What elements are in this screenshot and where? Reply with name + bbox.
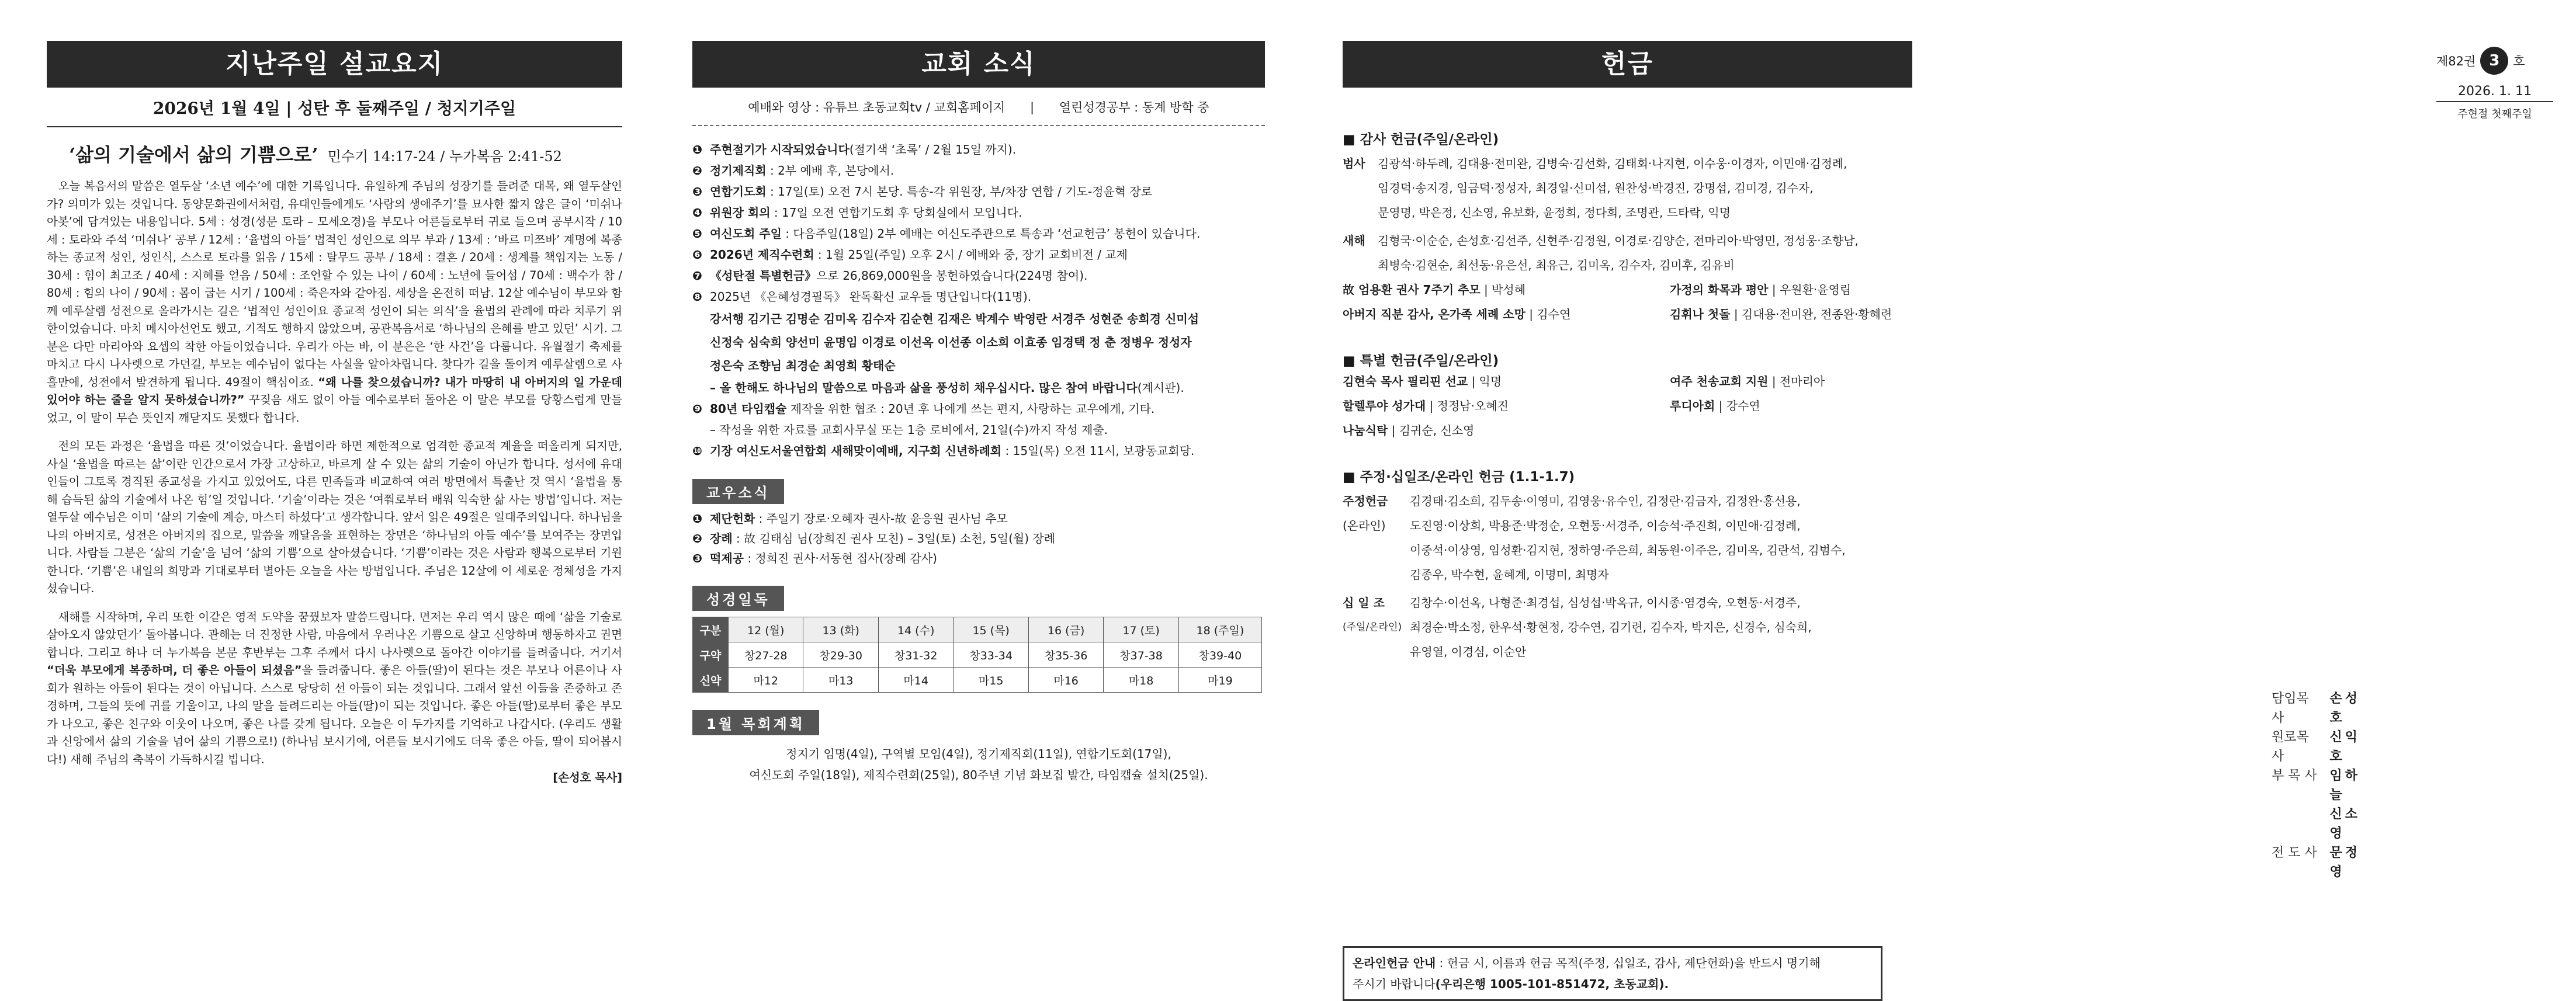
offering-entry [1343, 394, 1670, 418]
entry-purpose: 김휘나 첫돌 [1670, 307, 1731, 321]
sermon-column [47, 41, 622, 785]
staff-role: 담임목사 [2272, 691, 2309, 725]
item-text: 제작을 위한 협조 : 20년 후 나에게 쓰는 편지, 사랑하는 교우에게, 기타. [786, 402, 1155, 416]
entry-purpose: 할렐루야 성가대 [1343, 399, 1426, 413]
table-cell: 창29-30 [803, 642, 878, 668]
news-continuation [710, 377, 1265, 398]
row-names [1410, 489, 1846, 587]
monthly-plan [692, 743, 1265, 785]
special-offering-heading: ■ 특별 헌금(주일/온라인) [1343, 353, 1499, 369]
offering-pair [1343, 369, 2219, 394]
item-number: ❺ [692, 227, 702, 241]
volume-label: 제82권 [2436, 54, 2476, 68]
bible-reading-title: 성경일독 [692, 586, 784, 611]
item-number: ❸ [692, 185, 702, 199]
list-item [692, 398, 1265, 419]
table-cell: 창33-34 [954, 642, 1028, 668]
offering-entry [1343, 302, 1670, 326]
issue-date: 2026. 1. 11 [2436, 79, 2553, 102]
list-item [692, 529, 1265, 548]
table-header-row [693, 617, 1262, 642]
entry-names: | 정정남·오혜진 [1426, 399, 1509, 413]
table-cell: 창27-28 [729, 642, 803, 668]
item-number: ❿ [692, 444, 702, 458]
entry-names: | 우원환·윤영림 [1768, 283, 1852, 297]
issue-suffix: 호 [2513, 54, 2525, 68]
names-line: 최병숙·김현순, 최선동·유은선, 최유근, 김미옥, 김수자, 김미후, 김유비 [1378, 258, 1735, 272]
list-item [692, 548, 1265, 568]
item-text: : 故 김태심 님(장희진 권사 모친) – 3일(토) 소천, 5일(월) 장례 [732, 531, 1056, 545]
item-body [710, 509, 1008, 529]
sermon-paragraph-1 [47, 178, 622, 427]
entry-purpose: 나눔식탁 [1343, 423, 1388, 437]
sermon-quote: “왜 나를 찾으셨습니까? 내가 마땅히 내 아버지의 일 가운데 있어야 하는 줄을 알지 못하셨습니까?” [47, 375, 622, 406]
names-line: 임경덕·송지경, 임금덕·정성자, 최경일·신미섭, 원찬성·박경진, 강명섭, 김미경, 김수자, [1378, 181, 1814, 195]
offering-entry [1670, 277, 1997, 302]
entry-purpose: 가정의 화목과 평안 [1670, 283, 1769, 297]
item-number: ❷ [692, 164, 702, 178]
scripture-reference: 민수기 14:17-24 / 누가복음 2:41-52 [327, 148, 562, 165]
offering-row-newyear [1343, 228, 2219, 277]
item-heading: 위원장 회의 [710, 206, 771, 220]
item-heading: 정기제직회 [710, 164, 767, 178]
item-body [710, 244, 1128, 265]
names-line: 유영열, 이경심, 이순안 [1410, 645, 1527, 659]
staff-role: 전 도 사 [2272, 846, 2317, 860]
row-label: 범사 [1343, 157, 1365, 171]
item-text: (절기색 ‘초록’ / 2월 15일 까지). [849, 142, 1017, 157]
row-names [1378, 151, 1847, 225]
list-item [692, 202, 1265, 223]
monthly-plan-title: 1월 목회계획 [692, 710, 819, 735]
table-cell: 마16 [1028, 668, 1103, 693]
staff-role: 부 목 사 [2272, 769, 2317, 783]
staff-role [2272, 805, 2318, 843]
table-cell: 마14 [878, 668, 953, 693]
online-offering-notice [1343, 946, 1882, 1001]
names-line: 도진영·이상희, 박용준·박정순, 오현동·서경주, 이승석·주진희, 이민애·김정례, [1410, 519, 1801, 533]
item-heading: 《성탄절 특별헌금》 [710, 269, 817, 283]
item-heading: 주현절기가 시작되었습니다 [710, 142, 850, 157]
item-number: ❸ [692, 551, 702, 565]
table-header-cell: 16 (금) [1028, 617, 1103, 642]
list-item [692, 244, 1265, 265]
row-label-block [1343, 590, 1410, 664]
item-number: ❼ [692, 269, 702, 283]
item-body [710, 398, 1154, 419]
sermon-paragraph-3 [47, 609, 622, 769]
table-header-cell: 15 (목) [954, 617, 1028, 642]
table-header-cell: 18 (주일) [1178, 617, 1261, 642]
item-heading: 2026년 제직수련회 [710, 248, 814, 262]
staff-row [2272, 728, 2363, 766]
offering-entry [1670, 302, 1997, 326]
sermon-date-line: 2026년 1월 4일 | 성탄 후 둘째주일 / 청지기주일 [47, 88, 622, 127]
list-item [692, 139, 1265, 160]
news-list [692, 139, 1265, 461]
worship-info-line [692, 88, 1265, 126]
item-text: : 2부 예배 후, 본당에서. [766, 164, 895, 178]
continuation-text: – 올 한해도 하나님의 말씀으로 마음과 삶을 풍성히 채우십시다. 많은 참여 바랍니다 [710, 381, 1138, 395]
staff-name: 신소영 [2329, 807, 2360, 841]
item-heading: 여신도회 주일 [710, 227, 782, 241]
row-label: 주정헌금 [1343, 494, 1388, 508]
names-line: 최경순·박소정, 한우석·황현정, 강수연, 김기련, 김수자, 박지은, 신경수, 심숙희, [1410, 620, 1812, 634]
item-number: ❶ [692, 142, 702, 157]
plan-line: 정지기 임명(4일), 구역별 모임(4일), 정기제직회(11일), 연합기도회(17일), [786, 747, 1171, 761]
entry-purpose: 여주 천송교회 지원 [1670, 374, 1769, 388]
notice-text: : 헌금 시, 이름과 헌금 목적(주정, 십일조, 감사, 제단헌화)을 반드시 명기해 [1436, 956, 1821, 970]
list-item [692, 160, 1265, 181]
news-banner: 교회 소식 [692, 41, 1265, 88]
staff-name: 문정영 [2329, 846, 2360, 880]
offering-row-tithe [1343, 590, 2219, 664]
item-text: : 17일 오전 연합기도회 후 당회실에서 모입니다. [770, 206, 1022, 220]
list-item [692, 265, 1265, 286]
row-label: 십 일 조 [1343, 596, 1385, 610]
item-text: : 1월 25일(주일) 오후 2시 / 예배와 중, 장기 교회비전 / 교제 [814, 248, 1128, 262]
offering-pair [1343, 277, 2219, 302]
table-header-cell: 12 (월) [729, 617, 803, 642]
offering-banner: 헌금 [1343, 41, 1912, 88]
member-news-title: 교우소식 [692, 479, 784, 504]
table-row [693, 668, 1262, 693]
entry-names: | 익명 [1468, 374, 1502, 388]
table-cell: 창31-32 [878, 642, 953, 668]
item-heading: 제단헌화 [710, 512, 755, 526]
table-row [693, 642, 1262, 668]
item-body [710, 202, 1022, 223]
item-number: ❻ [692, 248, 702, 262]
item-number: ❶ [692, 512, 702, 526]
entry-purpose: 아버지 직분 감사, 온가족 세례 소망 [1343, 307, 1526, 321]
item-number: ❹ [692, 206, 702, 220]
staff-row [2272, 843, 2363, 882]
item-body [710, 181, 1152, 202]
reader-names: 신정숙 심숙희 양선미 윤명임 이경로 이선옥 이선종 이소희 이효종 임경택 정 춘 정병우 정성자 [710, 335, 1192, 349]
sermon-banner: 지난주일 설교요지 [47, 41, 622, 88]
table-cell: 마12 [729, 668, 803, 693]
table-cell: 창39-40 [1178, 642, 1261, 668]
offering-pair [1343, 302, 2219, 326]
list-item [692, 223, 1265, 244]
worship-video-info: 예배와 영상 : 유튜브 초동교회tv / 교회홈페이지 [748, 100, 1006, 114]
staff-row [2272, 805, 2363, 843]
sermon-text: 꾸짖음 새도 없이 아들 예수로부터 돌아온 이 말은 부모를 당황스럽게 만들었고, 이 말이 무슨 뜻인지 깨닫지도 못했다 합니다. [47, 393, 622, 425]
names-line: 김광석·하두례, 김대용·전미완, 김병숙·김선화, 김태회·나지현, 이수웅·이경자, 이민애·김정례, [1378, 157, 1847, 171]
item-body [710, 548, 937, 568]
sermon-text: 새해를 시작하며, 우리 또한 이같은 영적 도약을 꿈꿨보자 말씀드립니다. 면저는 우리 역시 많은 때에 ‘삶을 기술로 살아오지 않았던가’ 돌아봅니다. 관해는 더 진정한 사람, 마음에서 우러나온 기쁨으로 살고 신앙하며 행동하자고 권면합니다. 그리고 하나 더 누가복음 본문 후반부는 그후 주께서 다시 나사렛으로 돌아간 이야기를 들려줍니다. 거기서 [47, 610, 622, 659]
row-names [1410, 590, 1812, 664]
list-item [692, 419, 1265, 440]
names-line: 김종우, 박수현, 윤혜계, 이명미, 최명자 [1410, 568, 1609, 582]
table-cell: 마13 [803, 668, 878, 693]
plan-line: 여신도회 주일(18일), 제직수련회(25일), 80주년 기념 화보집 발간, 타임캡슐 설치(25일). [749, 768, 1208, 782]
offering-column [1343, 41, 2501, 991]
table-cell: 마15 [954, 668, 1028, 693]
item-text: : 주일기 장로·오혜자 권사-故 윤응원 권사님 추모 [755, 512, 1008, 526]
item-heading: 장례 [710, 531, 733, 545]
entry-names: | 강수연 [1715, 399, 1760, 413]
offering-entry [1343, 418, 1670, 443]
item-text: – 작성을 위한 자료를 교회사무실 또는 1층 로비에서, 21일(수)까지 작성 제출. [710, 423, 1108, 437]
issue-info [2436, 47, 2565, 121]
reader-names: 정은숙 조향님 최경순 최영희 황태순 [710, 359, 896, 373]
entry-purpose: 김현숙 목사 필리핀 선교 [1343, 374, 1468, 388]
separator: | [1030, 100, 1035, 114]
volume-number [2436, 47, 2565, 75]
staff-row [2272, 766, 2363, 805]
entry-names: | 전마리아 [1768, 374, 1825, 388]
sermon-quote: “더욱 부모에게 복종하며, 더 좋은 아들이 되셨음” [47, 663, 302, 677]
item-heading: 80년 타임캡슐 [710, 402, 787, 416]
row-names [1378, 228, 1859, 277]
news-column [692, 41, 1265, 785]
liturgical-day: 주현절 첫째주일 [2457, 108, 2532, 120]
item-body [710, 529, 1055, 548]
item-heading: 기장 여신도서울연합회 새해맞이예배, 지구회 신년하례회 [710, 444, 1002, 458]
offering-entry [1343, 369, 1670, 394]
continuation-tail: (계시판). [1137, 381, 1184, 395]
item-body [710, 440, 1194, 461]
item-text: 으로 26,869,000원을 봉헌하였습니다(224명 참여). [816, 269, 1088, 283]
thanks-offering-heading: ■ 감사 헌금(주일/온라인) [1343, 132, 1499, 147]
item-body [710, 160, 894, 181]
row-sublabel: (주일/온라인) [1343, 621, 1402, 633]
row-label-block [1343, 489, 1410, 587]
offering-row-general [1343, 151, 2219, 225]
entry-names: | 김대용·전미완, 전종완·황혜련 [1730, 307, 1892, 321]
table-cell: 마19 [1178, 668, 1261, 693]
item-body [710, 286, 1031, 307]
names-line: 김창수·이선옥, 나형준·최경섭, 심성섭·박옥규, 이시종·염경숙, 오현동·서경주, [1410, 596, 1801, 610]
staff-row [2272, 689, 2363, 728]
bank-account: (우리은행 1005-101-851472, 초동교회). [1435, 977, 1669, 991]
row-sublabel: (온라인) [1343, 519, 1386, 533]
offering-pair [1343, 418, 2219, 443]
item-body [710, 223, 1200, 244]
reader-names: 강서행 김기근 김명순 김미옥 김수자 김순현 김재은 박계수 박영란 서경주 성현준 송희경 신미섭 [710, 312, 1199, 326]
list-item [692, 509, 1265, 529]
sermon-title-text: ‘삶의 기술에서 삶의 기쁨으로’ [69, 144, 318, 166]
entry-names: | 김귀순, 신소영 [1388, 423, 1475, 437]
item-number [692, 419, 710, 440]
sermon-paragraph-2: 전의 모든 과정은 ‘율법을 따른 것’이었습니다. 율법이라 하면 제한적으로 엄격한 종교적 계율을 떠올리게 되지만, 사실 ‘율법을 따르는 삶’이란 인간으로서 가장 고상하고, 바르게 살 수 있는 삶의 기술이 아닌가 합니다. 성서에 유대인들이 그토록 경직된 종교성을 가지고 있었어도, 다른 민족들과 비교하여 여러 방면에서 특출난 것 역시 ‘율법을 통해 습득된 삶의 기술에서 나온 힘’일 것입니다. ‘기술’이라는 것은 ‘여쭤로부터 배워 익숙한 삶 사는 방법’입니다. 저는 열두살 예수님은 이미 ‘삶의 기술에 계승, 마스터 하셨다’고 생각합니다. 앞서 읽은 49절은 일대주의입니다. 하나님을 나의 아버지로, 성전은 아버지의 집으로, 말씀을 깨달음을 표현하는 장면은 ‘하나님의 아들 예수’를 보여주는 장면입니다. 사람들 그분은 ‘삶의 기술’을 넘어 ‘삶의 기쁨’으로 살아셨습니다. ‘기쁨’이라는 것은 사람과 행복으로부터 기원한니다. ‘기쁨’은 내일의 희망과 기대로부터 별아든 오늘을 사는 방법입니다. 주님은 12살에 이 세로운 정체성을 가지셨습니다. [47, 439, 622, 595]
entry-purpose: 루디아회 [1670, 399, 1715, 413]
list-item [692, 440, 1265, 461]
bible-study-info: 열린성경공부 : 동계 방학 중 [1059, 100, 1209, 114]
member-news-list [692, 509, 1265, 568]
item-body [710, 419, 1108, 440]
offering-pair [1343, 394, 2219, 418]
table-cell: 구약 [693, 642, 729, 668]
sermon-text: 오늘 복음서의 말씀은 열두살 ‘소년 예수’에 대한 기록입니다. 유일하게 주님의 성장기를 들려준 대목, 왜 열두살인가? 의미가 있는 것입니다. 동양문화권에서처럼, 유대인들에게도 ‘사람의 생애주기’를 묘사한 짧지 않은 글이 ‘미쉬나 아봇’에 담겨있는 내용입니다. 5세 : 성경(성문 토라 – 모세오경)을 부모나 어른들로부터 귀로 들으며 공부시작 / 10세 : 토라와 주석 ‘미쉬나’ 공부 / 12세 : ‘율법의 아들’ 법적인 성인으로 의무 부과 / 13세 : ‘바르 미쯔바’ 계명에 복종하는 종교적 성인, 성인식, 스스로 토라를 읽음 / 15세 : 탈무드 공부 / 18세 : 결혼 / 20세 : 생계를 책임지는 노동 / 30세 : 힘이 최고조 / 40세 : 지혜를 얻음 / 50세 : 조언할 수 있는 나이 / 60세 : 노년에 들어섬 / 70세 : 백수가 참 / 80세 : 힘의 나이 / 90세 : 몸이 굽는 시기 / 100세 : 죽은자와 같아짐. 세상을 온전히 떠남. 12살 예수님이 부모와 함께 예루살렘 성전으로 올라가시는 길은 ‘법적인 성인이요 종교적 성인이 되는 의식’을 율법의 관례에 따라 치루기 위한이었습니다. 마치 메시아선언도 했고, 기적도 행하지 않았으며, 공관복음서로 ‘하나님의 은혜를 받고 있던’ 시기. 그분은 다만 마리아와 요셉의 착한 아들이었습니다. 우리가 아는 바, 이 분은은 ‘한 사건’을 다룹니다. 유월절기 축제를 마치고 다시 나사렛으로 가던길, 부모는 예수님이 없다는 사실을 알아차립니다. 찾다가 길을 돌이켜 예루살렘으로 사흘만에, 성전에서 발견하게 됩니다. 49절이 핵심이죠. [47, 179, 622, 389]
table-header-cell: 17 (토) [1104, 617, 1178, 642]
issue-number-badge: 3 [2480, 47, 2508, 75]
notice-title: 온라인헌금 안내 [1353, 956, 1436, 970]
item-text: : 다음주일(18일) 2부 예배는 여신도주관으로 특송과 ‘선교헌금’ 봉헌이 있습니다. [781, 227, 1201, 241]
names-line: 이중석·이상영, 임성환·김지현, 정하영·주은희, 최동원·이주은, 김미옥, 김란석, 김범수, [1410, 543, 1846, 557]
table-header-cell: 구분 [693, 617, 729, 642]
item-body [710, 139, 1016, 160]
item-heading: 떡제공 [710, 551, 744, 565]
bible-reading-table [692, 617, 1262, 693]
table-cell: 창37-38 [1104, 642, 1178, 668]
offering-entry [1670, 394, 1997, 418]
item-number: ❾ [692, 402, 702, 416]
staff-name: 손성호 [2329, 691, 2360, 725]
sermon-title [69, 140, 622, 167]
sermon-text: 을 들려줍니다. 좋은 아들(딸)이 된다는 것은 부모나 어른이나 사회가 원하는 아들이 된다는 것이 아닙니다. 스스로 당당히 선 아들이 되는 것입니다. 그래서 앞선 이들을 존중하고 존경하며, 그들의 뜻에 귀를 기울이고, 나의 말을 들려드리는 아들(딸)이 되는 것입니다. 좋은 아들(딸)로부터 좋은 부모가 나오고, 좋은 친구와 이웃이 나오며, 좋은 나를 갖게 됩니다. 오늘은 이 두가지를 기억하고 나갑시다. (우리도 생활과 신앙에서 삶의 기술을 넘어 삶의 기쁨으로!) (하나님 보시기에, 어른들 보시기에도 더욱 좋은 아들, 딸이 되어봅시다!) 새해 주님의 축복이 가득하시길 빕니다. [47, 663, 622, 766]
list-item [692, 286, 1265, 307]
item-text: : 정희진 권사·서동현 집사(장례 감사) [743, 551, 937, 565]
row-label: 새해 [1343, 234, 1365, 248]
offering-row-weekly [1343, 489, 2219, 587]
staff-name: 임하늘 [2329, 769, 2360, 802]
entry-names: | 김수연 [1525, 307, 1571, 321]
weekly-tithe-heading: ■ 주정·십일조/온라인 헌금 (1.1-1.7) [1343, 470, 1575, 485]
item-text: 2025년 《은혜성경필독》 완독확신 교우들 명단입니다(11명). [710, 290, 1032, 304]
item-text: : 17일(토) 오전 7시 본당. 특송-각 위원장, 부/차장 연합 / 기도-정윤혁 장로 [766, 185, 1153, 199]
sermon-signature: [손성호 목사] [553, 771, 622, 784]
item-text: : 15일(목) 오전 11시, 보광동교회당. [1001, 444, 1195, 458]
table-header-cell: 13 (화) [803, 617, 878, 642]
names-line: 김형국·이순순, 손성호·김선주, 신현주·김정원, 이경로·김양순, 전마리아·박영민, 정성웅·조향남, [1378, 234, 1859, 248]
item-number: ❷ [692, 531, 702, 545]
names-line: 문영명, 박은정, 신소영, 유보화, 윤정희, 정다희, 조명관, 드타락, 익명 [1378, 206, 1731, 220]
entry-names: | 박성혜 [1480, 283, 1526, 297]
names-line: 김경태·김소희, 김두송·이영미, 김영웅·유수인, 김정란·김금자, 김정완·홍선용, [1410, 494, 1801, 508]
item-body [710, 265, 1087, 286]
table-header-cell: 14 (수) [878, 617, 953, 642]
staff-name: 신익호 [2329, 730, 2360, 764]
offering-entry [1343, 277, 1670, 302]
notice-text: 주시기 바랍니다 [1353, 977, 1436, 991]
entry-purpose: 故 엄용환 권사 7주기 추모 [1343, 283, 1481, 297]
offering-entry [1670, 369, 1997, 394]
item-number: ❽ [692, 290, 702, 304]
staff-role: 원로목사 [2272, 730, 2309, 764]
table-cell: 신약 [693, 668, 729, 693]
list-item [692, 181, 1265, 202]
item-heading: 연합기도회 [710, 185, 767, 199]
offering-body [1343, 128, 2360, 991]
table-cell: 창35-36 [1028, 642, 1103, 668]
table-cell: 마18 [1104, 668, 1178, 693]
staff-list [2272, 689, 2363, 882]
